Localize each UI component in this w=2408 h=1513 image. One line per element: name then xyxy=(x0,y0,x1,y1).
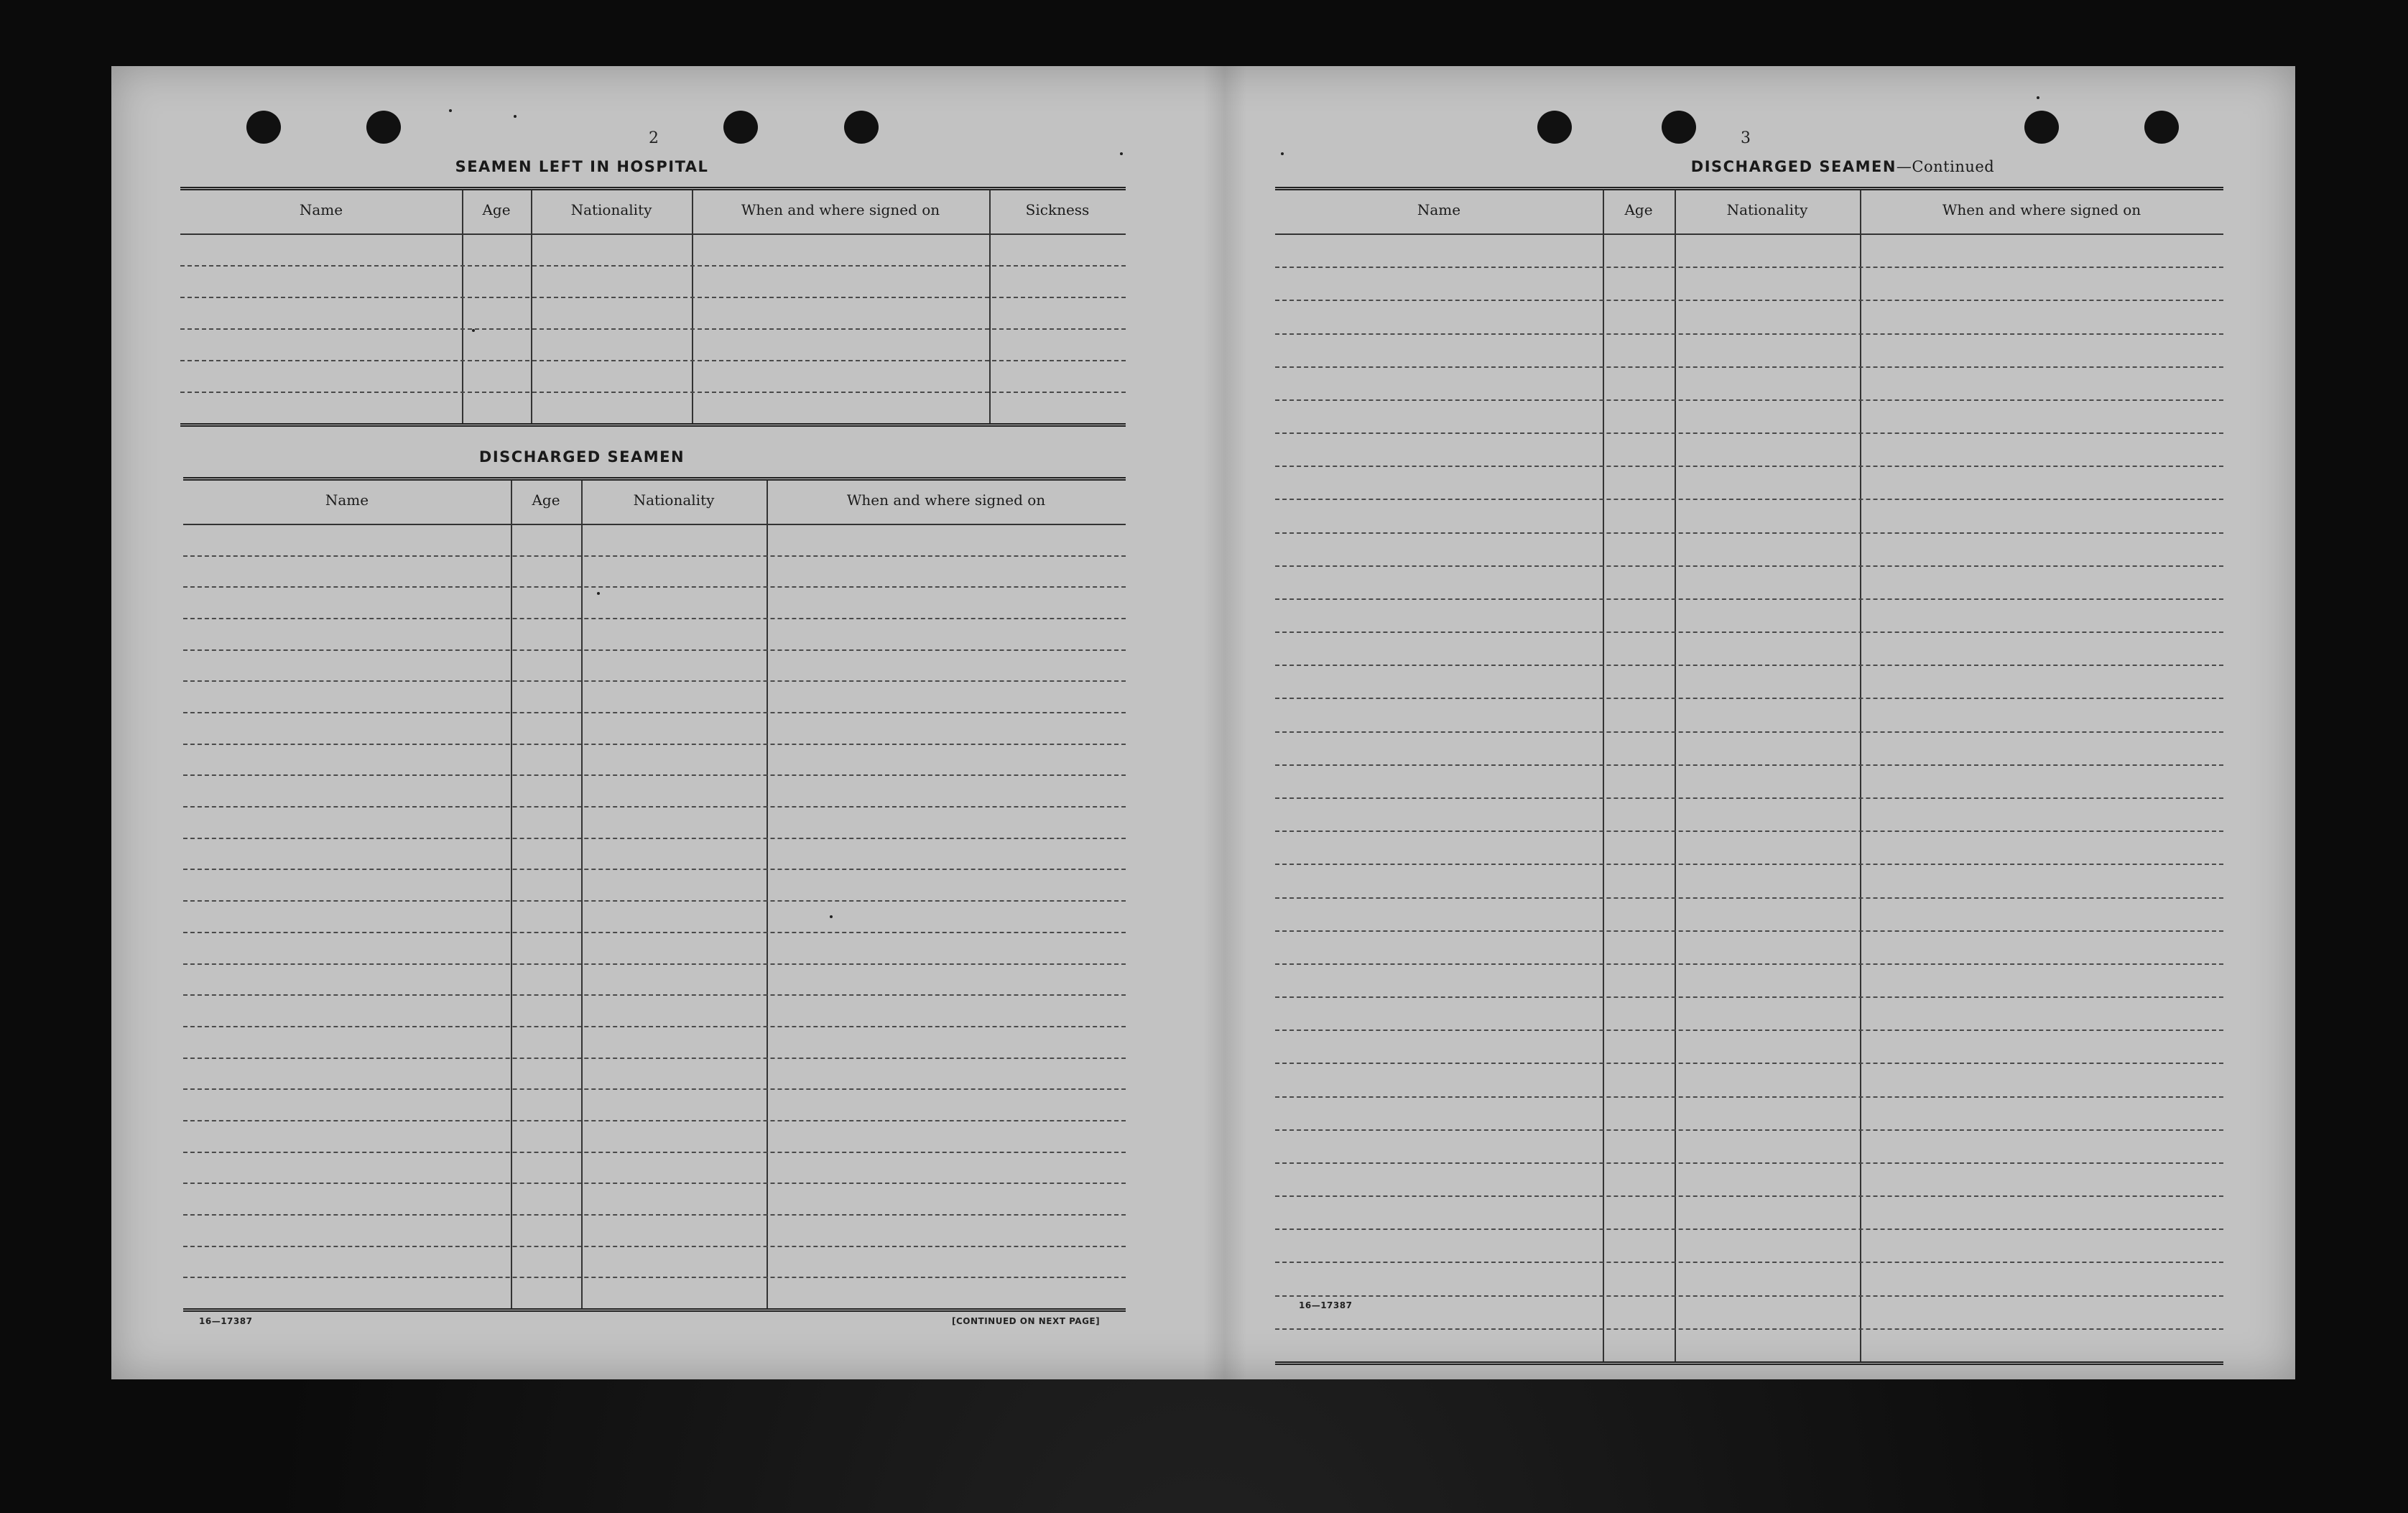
table-row xyxy=(1275,1262,2223,1263)
table-row xyxy=(1275,1195,2223,1197)
table-row xyxy=(183,932,1126,933)
column-divider xyxy=(989,190,991,423)
table-row xyxy=(1275,1129,2223,1131)
scan-speck xyxy=(1281,152,1284,155)
punch-hole xyxy=(2024,111,2059,144)
column-header-sickness: Sickness xyxy=(1025,201,1090,218)
table-row xyxy=(1275,532,2223,534)
scan-speck xyxy=(830,915,833,918)
table-header xyxy=(183,481,1126,525)
hospital-table xyxy=(180,187,1126,427)
table-row xyxy=(1275,432,2223,434)
page-number-right: 3 xyxy=(1741,129,1751,147)
table-row xyxy=(180,360,1126,361)
form-number-left: 16—17387 xyxy=(199,1316,253,1326)
table-row xyxy=(183,618,1126,619)
table-row xyxy=(1275,631,2223,633)
column-divider xyxy=(462,190,463,423)
table-row xyxy=(1275,399,2223,401)
column-header-name: Name xyxy=(299,201,343,218)
table-row xyxy=(1275,598,2223,600)
table-row xyxy=(183,994,1126,996)
punch-hole xyxy=(246,111,281,144)
hospital-table-title: SEAMEN LEFT IN HOSPITAL xyxy=(455,158,709,175)
column-header-age: Age xyxy=(482,201,511,218)
table-row xyxy=(183,1246,1126,1247)
ledger-sheet xyxy=(111,66,2295,1379)
table-row xyxy=(1275,665,2223,666)
table-row xyxy=(183,1088,1126,1090)
table-row xyxy=(180,392,1126,393)
continued-table-title xyxy=(1448,158,2238,175)
table-row xyxy=(1275,300,2223,301)
table-row xyxy=(183,586,1126,588)
table-row xyxy=(183,838,1126,839)
column-header-name: Name xyxy=(325,491,369,509)
column-header-age: Age xyxy=(532,491,560,509)
table-row xyxy=(183,900,1126,902)
table-row xyxy=(1275,1229,2223,1230)
table-row xyxy=(1275,1030,2223,1031)
table-row xyxy=(183,1214,1126,1216)
table-row xyxy=(183,1183,1126,1184)
punch-hole xyxy=(366,111,401,144)
table-row xyxy=(183,555,1126,557)
scan-speck xyxy=(514,115,517,118)
table-row xyxy=(1275,864,2223,865)
table-row xyxy=(1275,1328,2223,1330)
scan-speck xyxy=(597,592,600,595)
table-row xyxy=(1275,1295,2223,1297)
table-row xyxy=(1275,963,2223,965)
table-row xyxy=(1275,267,2223,268)
punch-hole xyxy=(1537,111,1572,144)
title-main: DISCHARGED SEAMEN xyxy=(1690,158,1897,175)
column-header-age: Age xyxy=(1624,201,1653,218)
scan-speck xyxy=(472,329,475,332)
table-row xyxy=(183,1026,1126,1027)
table-row xyxy=(1275,565,2223,567)
table-row xyxy=(1275,499,2223,500)
table-row xyxy=(1275,897,2223,899)
table-row xyxy=(1275,797,2223,799)
table-header xyxy=(180,190,1126,235)
table-row xyxy=(1275,996,2223,998)
punch-hole xyxy=(844,111,879,144)
table-header xyxy=(1275,190,2223,235)
table-row xyxy=(180,297,1126,298)
discharged-table xyxy=(183,477,1126,1312)
table-row xyxy=(183,806,1126,808)
column-divider xyxy=(692,190,693,423)
table-row xyxy=(1275,698,2223,699)
column-header-name: Name xyxy=(1417,201,1461,218)
table-row xyxy=(1275,1096,2223,1098)
table-row xyxy=(1275,830,2223,832)
table-row xyxy=(1275,1162,2223,1164)
table-row xyxy=(183,680,1126,682)
table-row xyxy=(183,963,1126,965)
column-header-signed-on: When and where signed on xyxy=(741,201,940,218)
table-row xyxy=(180,265,1126,267)
table-row xyxy=(1275,731,2223,733)
table-row xyxy=(1275,930,2223,932)
table-row xyxy=(1275,366,2223,368)
column-header-nationality: Nationality xyxy=(1726,201,1808,218)
table-row xyxy=(183,1152,1126,1153)
column-header-nationality: Nationality xyxy=(633,491,715,509)
form-number-right: 16—17387 xyxy=(1299,1300,1353,1310)
scan-speck xyxy=(2037,96,2039,99)
table-row xyxy=(183,649,1126,651)
continued-table xyxy=(1275,187,2223,1365)
column-header-signed-on: When and where signed on xyxy=(846,491,1046,509)
table-row xyxy=(183,1120,1126,1121)
title-continued: —Continued xyxy=(1896,158,1995,175)
table-row xyxy=(183,712,1126,713)
punch-hole xyxy=(1662,111,1696,144)
center-fold xyxy=(1203,66,1246,1379)
column-header-signed-on: When and where signed on xyxy=(1942,201,2141,218)
column-divider xyxy=(531,190,532,423)
discharged-table-title: DISCHARGED SEAMEN xyxy=(478,448,685,466)
table-row xyxy=(1275,333,2223,335)
table-row xyxy=(1275,764,2223,766)
column-header-nationality: Nationality xyxy=(570,201,652,218)
table-row xyxy=(183,1277,1126,1278)
scan-speck xyxy=(449,109,452,112)
scan-speck xyxy=(1120,152,1123,155)
table-row xyxy=(183,744,1126,745)
table-row xyxy=(183,774,1126,776)
table-row xyxy=(183,869,1126,870)
punch-hole xyxy=(2144,111,2179,144)
punch-hole xyxy=(723,111,758,144)
table-row xyxy=(1275,466,2223,467)
table-row xyxy=(180,328,1126,330)
table-row xyxy=(183,1058,1126,1059)
page-number-left: 2 xyxy=(649,129,659,147)
table-row xyxy=(1275,1063,2223,1064)
continued-note: [CONTINUED ON NEXT PAGE] xyxy=(952,1316,1101,1326)
